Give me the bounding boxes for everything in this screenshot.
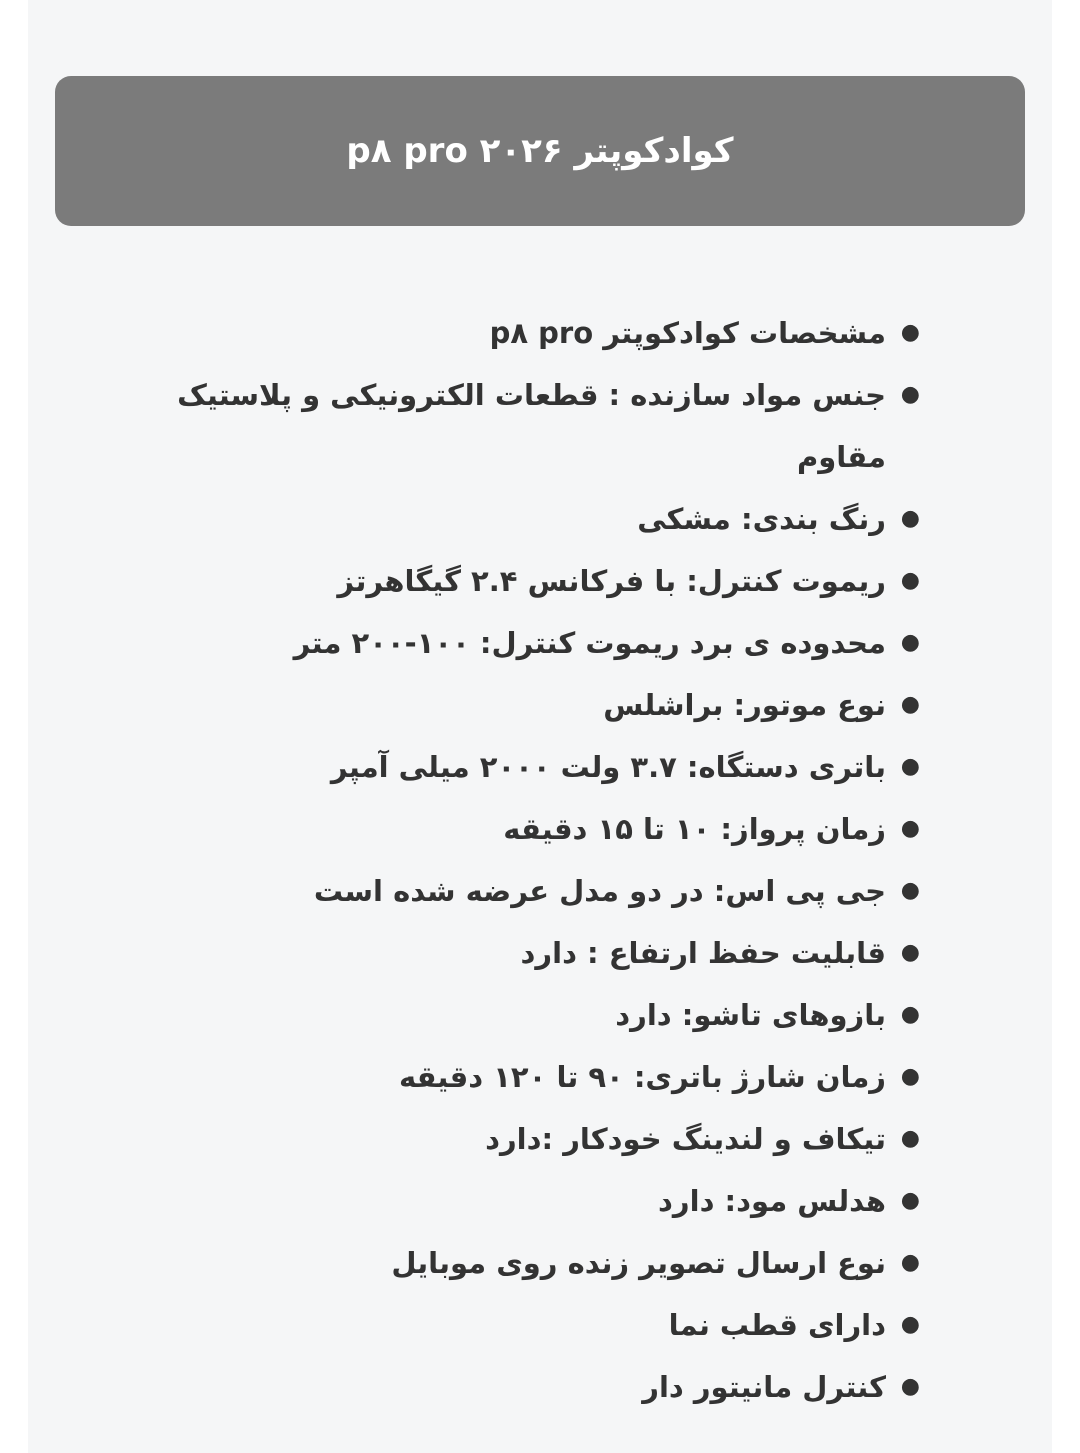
spec-text: جی پی اس: در دو مدل عرضه شده است (313, 874, 886, 908)
bullet-icon: ● (900, 754, 920, 779)
list-item (126, 922, 920, 984)
page-title: کوادکوپتر ۲۰۲۶ p۸ pro (346, 131, 734, 171)
spec-text: زمان شارژ باتری: ۹۰ تا ۱۲۰ دقیقه (398, 1060, 886, 1094)
list-item (126, 984, 920, 1046)
bullet-icon: ● (900, 940, 920, 965)
spec-text: هدلس مود: دارد (658, 1184, 886, 1218)
spec-text: رنگ بندی: مشکی (637, 502, 886, 536)
list-item (126, 488, 920, 550)
list-item (126, 736, 920, 798)
bullet-icon: ● (900, 1126, 920, 1151)
list-item (126, 612, 920, 674)
list-item (126, 1170, 920, 1232)
bullet-icon: ● (900, 1250, 920, 1275)
bullet-icon: ● (900, 692, 920, 717)
spec-text: ریموت کنترل: با فرکانس ۲.۴ گیگاهرتز (337, 564, 886, 598)
spec-text: قابلیت حفظ ارتفاع : دارد (520, 936, 886, 970)
list-item (126, 798, 920, 860)
bullet-icon: ● (900, 382, 920, 407)
bullet-icon: ● (900, 1312, 920, 1337)
list-item (126, 1294, 920, 1356)
bullet-icon: ● (900, 1064, 920, 1089)
bullet-icon: ● (900, 1188, 920, 1213)
list-item (126, 1232, 920, 1294)
list-item (126, 860, 920, 922)
bullet-icon: ● (900, 506, 920, 531)
spec-list (126, 302, 920, 1418)
list-item (126, 1356, 920, 1418)
bullet-icon: ● (900, 1002, 920, 1027)
bullet-icon: ● (900, 1374, 920, 1399)
title-banner (55, 76, 1025, 226)
list-item (126, 1046, 920, 1108)
spec-text: بازوهای تاشو: دارد (615, 998, 886, 1032)
list-item (126, 1108, 920, 1170)
bullet-icon: ● (900, 320, 920, 345)
list-item (126, 364, 920, 488)
list-item (126, 674, 920, 736)
spec-text: نوع موتور: براشلس (603, 688, 886, 722)
spec-text: زمان پرواز: ۱۰ تا ۱۵ دقیقه (503, 812, 886, 846)
content-panel (28, 0, 1052, 1453)
list-item (126, 550, 920, 612)
bullet-icon: ● (900, 630, 920, 655)
spec-text: باتری دستگاه: ۳.۷ ولت ۲۰۰۰ میلی آمپر (330, 750, 886, 784)
spec-text: نوع ارسال تصویر زنده روی موبایل (391, 1246, 886, 1280)
spec-text: تیکاف و لندینگ خودکار :دارد (485, 1122, 886, 1156)
bullet-icon: ● (900, 568, 920, 593)
list-item (126, 302, 920, 364)
spec-text: جنس مواد سازنده : قطعات الکترونیکی و پلاستیک مقاوم (177, 378, 886, 474)
spec-text: دارای قطب نما (668, 1308, 886, 1342)
spec-text: کنترل مانیتور دار (642, 1370, 886, 1404)
spec-text: مشخصات کوادکوپتر p۸ pro (489, 316, 886, 350)
spec-text: محدوده ی برد ریموت کنترل: ۱۰۰-۲۰۰ متر (293, 626, 886, 660)
bullet-icon: ● (900, 878, 920, 903)
bullet-icon: ● (900, 816, 920, 841)
